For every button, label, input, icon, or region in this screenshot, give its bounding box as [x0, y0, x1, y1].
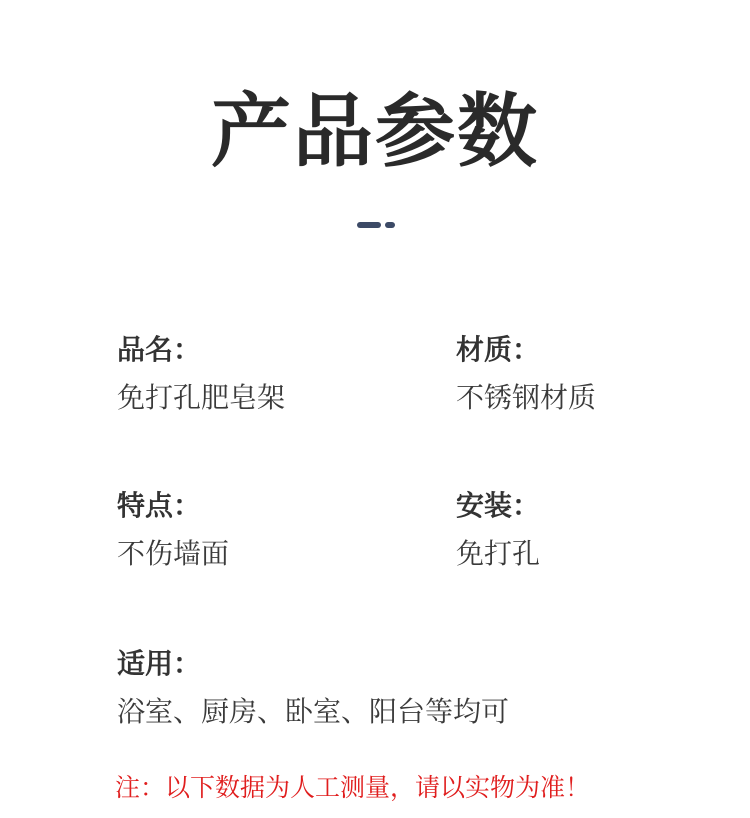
field-label: 特点： — [117, 489, 202, 522]
page-title: 产品参数 — [211, 85, 539, 178]
field-applicable — [117, 647, 509, 729]
field-product-name — [117, 333, 285, 415]
field-label: 材质： — [456, 333, 541, 366]
field-feature — [117, 489, 229, 571]
field-value: 免打孔肥皂架 — [117, 381, 286, 414]
disclaimer-note: 注：以下数据为人工测量，请以实物为准！ — [115, 773, 591, 802]
title-divider-long — [357, 222, 381, 228]
title-divider-short — [385, 222, 395, 228]
field-label: 安装： — [456, 489, 541, 522]
field-material — [456, 333, 596, 415]
field-value: 浴室、厨房、卧室、阳台等均可 — [117, 695, 510, 728]
field-value: 不锈钢材质 — [456, 381, 597, 414]
field-label: 适用： — [117, 647, 202, 680]
field-value: 免打孔 — [456, 537, 541, 570]
field-label: 品名： — [117, 333, 202, 366]
field-installation — [456, 489, 540, 571]
field-value: 不伤墙面 — [117, 537, 230, 570]
